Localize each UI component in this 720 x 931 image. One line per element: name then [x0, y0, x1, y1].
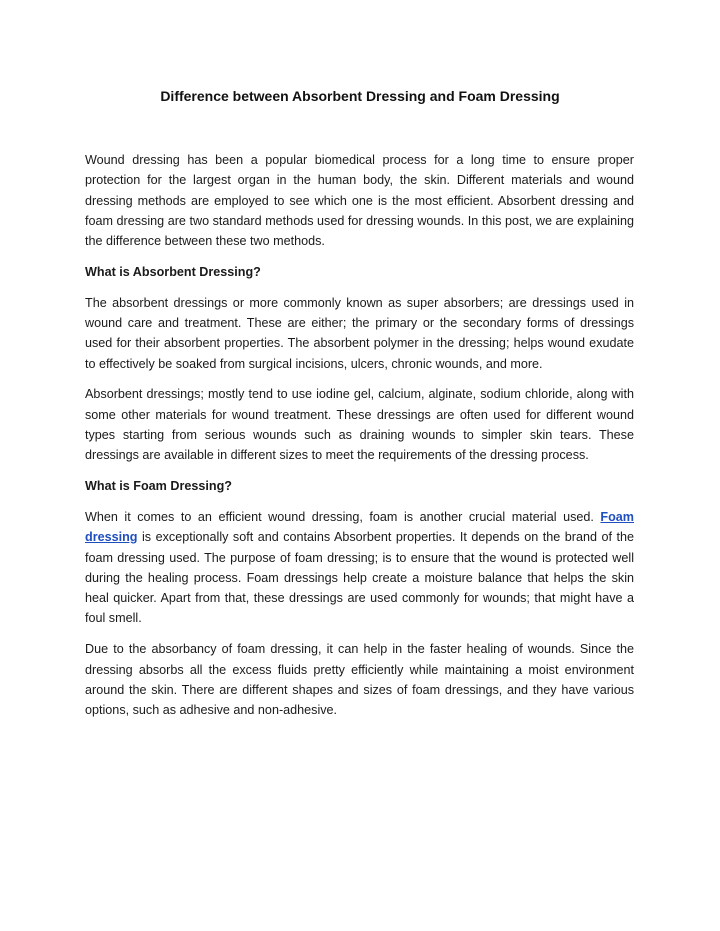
foam-paragraph-1-rest: is exceptionally soft and contains Absorbent properties. It depends on the brand of the foam dressing used. The purpose of foam dressing; is to ensure that the wound is protected well during the healing process. Foam dressings help create a moisture balance that helps the skin heal quicker. Apart from that, these dressings are used commonly for wounds; that might have a foul smell.	[85, 530, 634, 626]
foam-paragraph-2: Due to the absorbancy of foam dressing, it can help in the faster healing of wounds. Since the dressing absorbs all the excess fluids pretty efficiently while maintaining a moist environment around the skin. There are different shapes and sizes of foam dressings, and they have various options, such as adhesive and non-adhesive.	[85, 642, 634, 718]
absorbent-paragraph-2: Absorbent dressings; mostly tend to use iodine gel, calcium, alginate, sodium chloride, along with some other materials for wound treatment. These dressings are often used for different wound types starting from serious wounds such as draining wounds to simpler skin tears. These dressings are available in different sizes to meet the requirements of the dressing process.	[85, 387, 634, 463]
foam-paragraph-1	[85, 507, 634, 629]
foam-paragraph-1-lead: When it comes to an efficient wound dressing, foam is another crucial material used.	[85, 509, 601, 524]
document-body	[85, 150, 634, 731]
document-title: Difference between Absorbent Dressing and Foam Dressing	[160, 88, 560, 104]
section-heading-absorbent: What is Absorbent Dressing?	[85, 264, 261, 279]
foam-dressing-link[interactable]: Foam dressing	[85, 509, 634, 545]
intro-paragraph: Wound dressing has been a popular biomedical process for a long time to ensure proper protection for the largest organ in the human body, the skin. Different materials and wound dressing methods are employed to see which one is the most efficient. Absorbent dressing and foam dressing are two standard methods used for dressing wounds. In this post, we are explaining the difference between these two methods.	[85, 153, 634, 249]
section-heading-foam: What is Foam Dressing?	[85, 479, 232, 494]
absorbent-paragraph-1: The absorbent dressings or more commonly known as super absorbers; are dressings used in wound care and treatment. These are either; the primary or the secondary forms of dressings used for their absorbent properties. The absorbent polymer in the dressing; helps wound exudate to effectively be soaked from surgical incisions, ulcers, chronic wounds, and more.	[85, 295, 634, 371]
